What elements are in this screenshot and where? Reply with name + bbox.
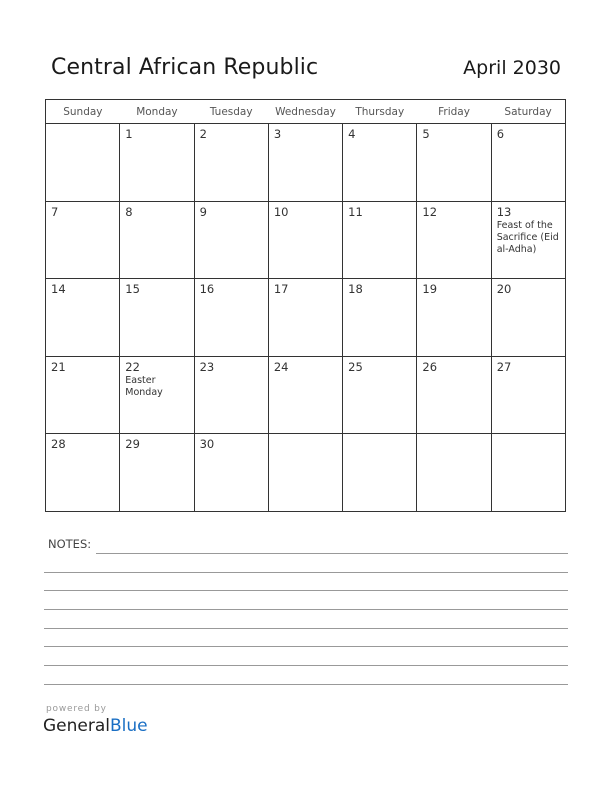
day-cell (268, 434, 342, 512)
weekday-header: Wednesday (268, 100, 342, 124)
day-number: 21 (51, 359, 66, 374)
powered-by-text: powered by (46, 704, 107, 714)
day-number: 6 (496, 127, 505, 141)
day-number: 1 (125, 127, 133, 141)
day-cell (491, 201, 565, 279)
day-number: 18 (348, 282, 363, 296)
day-number: 7 (51, 204, 59, 219)
weekday-header: Thursday (343, 100, 417, 124)
day-cell (343, 201, 417, 279)
note-line (44, 646, 568, 647)
weekday-header: Tuesday (194, 100, 268, 124)
day-number: 26 (422, 359, 438, 374)
day-cell (491, 124, 565, 202)
day-number: 19 (422, 282, 438, 296)
day-cell (491, 434, 565, 512)
week-row (46, 201, 566, 279)
day-number: 16 (199, 282, 215, 296)
note-line (44, 628, 568, 629)
day-cell (417, 434, 491, 512)
day-cell (268, 201, 342, 279)
day-cell (46, 279, 120, 357)
day-number: 14 (51, 282, 66, 296)
note-line (96, 553, 568, 554)
day-cell (194, 279, 268, 357)
brand-blue: Blue (110, 716, 148, 736)
generalblue-logo[interactable] (43, 716, 148, 736)
day-number: 12 (422, 204, 438, 219)
weekday-header-row (46, 100, 566, 124)
day-cell (194, 434, 268, 512)
day-cell (46, 356, 120, 434)
day-number: 30 (199, 437, 215, 451)
day-cell (46, 124, 120, 202)
calendar-grid (45, 99, 566, 512)
day-number: 22 (125, 359, 140, 374)
day-cell (194, 124, 268, 202)
day-number: 28 (51, 437, 66, 451)
notes-label: NOTES: (48, 537, 92, 551)
day-number: 23 (199, 359, 215, 374)
day-cell (194, 201, 268, 279)
calendar-country-title: Central African Republic (51, 55, 319, 80)
day-number: 3 (273, 127, 282, 141)
day-cell (491, 279, 565, 357)
day-cell (343, 279, 417, 357)
day-number: 9 (199, 204, 207, 219)
day-number: 10 (273, 204, 289, 219)
calendar-month-title: April 2030 (463, 57, 561, 79)
holiday-label: Feast of the Sacrifice (Eid al-Adha) (496, 219, 559, 255)
day-cell (120, 434, 194, 512)
day-number: 25 (348, 359, 363, 374)
day-number: 11 (348, 204, 363, 219)
day-cell (417, 201, 491, 279)
day-number: 17 (273, 282, 289, 296)
day-number: 13 (496, 204, 512, 219)
note-line (44, 665, 568, 666)
weekday-header: Friday (417, 100, 491, 124)
day-cell (120, 201, 194, 279)
day-cell (120, 124, 194, 202)
day-cell (268, 356, 342, 434)
day-number: 2 (199, 127, 207, 141)
day-cell (46, 201, 120, 279)
day-cell (491, 356, 565, 434)
day-number: 29 (125, 437, 140, 451)
day-number: 20 (496, 282, 512, 296)
day-cell (417, 124, 491, 202)
day-cell (343, 356, 417, 434)
week-row (46, 434, 566, 512)
day-number: 8 (125, 204, 133, 219)
day-cell (343, 434, 417, 512)
day-number: 5 (422, 127, 430, 141)
note-line (44, 609, 568, 610)
day-number: 27 (496, 359, 512, 374)
day-cell (417, 356, 491, 434)
day-number: 15 (125, 282, 140, 296)
day-cell (194, 356, 268, 434)
brand-general: General (43, 716, 110, 736)
weekday-header: Sunday (46, 100, 120, 124)
note-line (44, 590, 568, 591)
day-cell (120, 279, 194, 357)
day-cell (46, 434, 120, 512)
day-cell (417, 279, 491, 357)
day-number: 4 (348, 127, 356, 141)
week-row (46, 124, 566, 202)
day-cell (343, 124, 417, 202)
day-cell (268, 279, 342, 357)
day-number: 24 (273, 359, 289, 374)
weekday-header: Saturday (491, 100, 565, 124)
day-cell (120, 356, 194, 434)
weekday-header: Monday (120, 100, 194, 124)
holiday-label: Easter Monday (125, 374, 163, 398)
note-line (44, 572, 568, 573)
day-cell (268, 124, 342, 202)
week-row (46, 279, 566, 357)
note-line (44, 684, 568, 685)
week-row (46, 356, 566, 434)
